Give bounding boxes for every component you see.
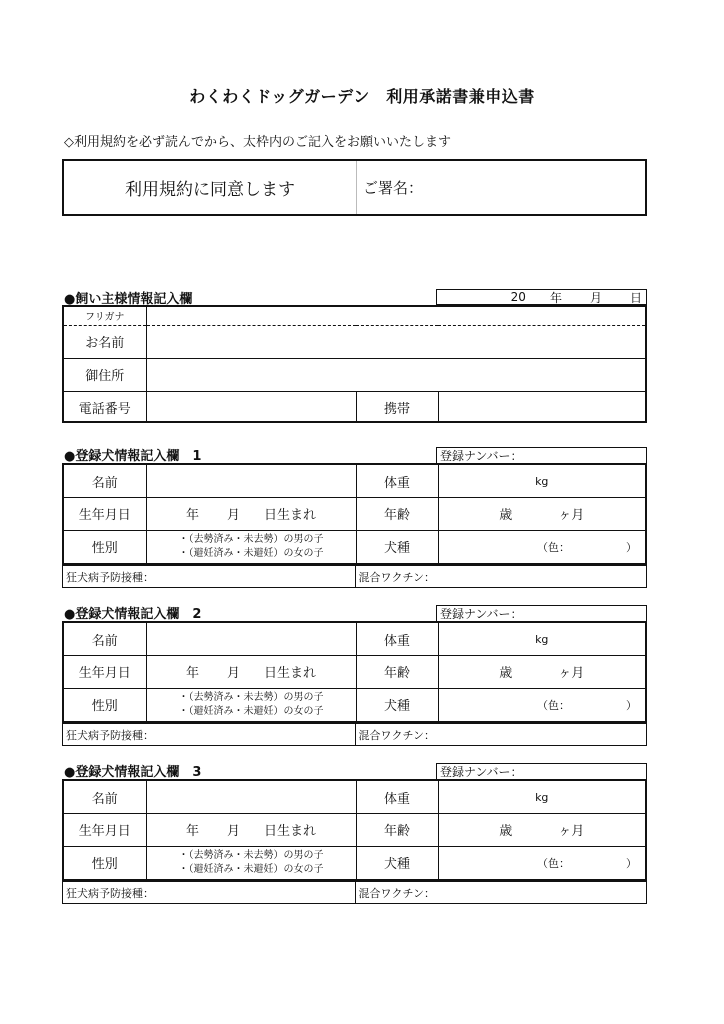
dog-name-label: 名前 [64, 623, 146, 656]
rabies-field[interactable] [63, 724, 355, 745]
dog-section-heading: ●登録犬情報記入欄 3 [64, 765, 202, 780]
weight-input[interactable] [438, 781, 645, 814]
birthdate-label: 生年月日 [64, 498, 146, 531]
age-years: 歳 [499, 508, 513, 524]
sex-female-option[interactable]: ・（避妊済み・未避妊）の女の子 [178, 863, 324, 875]
rabies-label: 狂犬病予防接種： [66, 570, 154, 584]
page-title: わくわくドッグガーデン 利用承諾書兼申込書 [189, 87, 535, 106]
weight-label: 体重 [356, 465, 438, 498]
sex-male-option[interactable]: ・（去勢済み・未去勢）の男の子 [178, 533, 324, 545]
mobile-input[interactable] [438, 391, 645, 423]
sex-label: 性別 [64, 688, 146, 721]
owner-section-heading: ●飼い主様情報記入欄 [64, 292, 193, 307]
furigana-label: フリガナ [64, 307, 146, 325]
breed-input[interactable] [438, 530, 645, 563]
signature-label: ご署名： [363, 179, 424, 197]
age-input[interactable] [438, 498, 645, 531]
age-years: 歳 [499, 824, 513, 840]
birthdate-input[interactable] [146, 656, 356, 689]
age-label: 年齢 [356, 498, 438, 531]
birth-day: 日生まれ [264, 508, 317, 524]
age-label: 年齢 [356, 814, 438, 847]
date-field[interactable] [436, 289, 647, 305]
registration-number-field[interactable] [436, 447, 647, 464]
phone-input[interactable] [146, 391, 356, 423]
mixed-vaccine-field[interactable] [355, 724, 646, 745]
vaccine-row [62, 565, 647, 588]
birth-day: 日生まれ [264, 824, 317, 840]
vaccine-row [62, 881, 647, 904]
color-open: （色： [537, 540, 570, 554]
name-label: お名前 [64, 325, 146, 358]
sex-label: 性別 [64, 530, 146, 563]
age-input[interactable] [438, 814, 645, 847]
birthdate-input[interactable] [146, 814, 356, 847]
rabies-label: 狂犬病予防接種： [66, 728, 154, 742]
date-prefix: 20 [510, 290, 526, 304]
weight-input[interactable] [438, 623, 645, 656]
dog-name-label: 名前 [64, 465, 146, 498]
weight-unit: kg [535, 632, 549, 646]
birth-year: 年 [185, 508, 199, 524]
color-close: ） [626, 856, 637, 870]
weight-unit: kg [535, 790, 549, 804]
breed-input[interactable] [438, 688, 645, 721]
breed-label: 犬種 [356, 846, 438, 879]
sex-male-option[interactable]: ・（去勢済み・未去勢）の男の子 [178, 691, 324, 703]
sex-options[interactable] [146, 688, 356, 721]
age-years: 歳 [499, 666, 513, 682]
rabies-label: 狂犬病予防接種： [66, 886, 154, 900]
birth-year: 年 [185, 666, 199, 682]
age-months: ヶ月 [558, 666, 585, 682]
color-close: ） [626, 540, 637, 554]
birthdate-label: 生年月日 [64, 814, 146, 847]
birth-year: 年 [185, 824, 199, 840]
owner-table [62, 305, 647, 423]
birthdate-input[interactable] [146, 498, 356, 531]
weight-unit: kg [535, 474, 549, 488]
weight-label: 体重 [356, 781, 438, 814]
dog-name-input[interactable] [146, 781, 356, 814]
dog-table [62, 621, 647, 723]
registration-number-field[interactable] [436, 763, 647, 780]
address-label: 御住所 [64, 358, 146, 391]
color-open: （色： [537, 856, 570, 870]
sex-male-option[interactable]: ・（去勢済み・未去勢）の男の子 [178, 849, 324, 861]
age-input[interactable] [438, 656, 645, 689]
sex-options[interactable] [146, 846, 356, 879]
birth-month: 月 [226, 824, 240, 840]
vaccine-row [62, 723, 647, 746]
birth-day: 日生まれ [264, 666, 317, 682]
age-months: ヶ月 [558, 824, 585, 840]
signature-field[interactable] [357, 161, 645, 214]
name-input[interactable] [146, 325, 645, 358]
dog-section-heading: ●登録犬情報記入欄 1 [64, 449, 202, 464]
instruction-text: ◇利用規約を必ず読んでから、太枠内のご記入をお願いいたします [64, 135, 451, 150]
mixed-vaccine-label: 混合ワクチン： [358, 886, 435, 900]
birth-month: 月 [226, 508, 240, 524]
dog-section-heading: ●登録犬情報記入欄 2 [64, 607, 202, 622]
color-open: （色： [537, 698, 570, 712]
sex-female-option[interactable]: ・（避妊済み・未避妊）の女の子 [178, 705, 324, 717]
dog-name-label: 名前 [64, 781, 146, 814]
mixed-vaccine-field[interactable] [355, 566, 646, 587]
address-input[interactable] [146, 358, 645, 391]
dog-table [62, 463, 647, 565]
mixed-vaccine-label: 混合ワクチン： [358, 570, 435, 584]
dog-table [62, 779, 647, 881]
breed-label: 犬種 [356, 688, 438, 721]
weight-label: 体重 [356, 623, 438, 656]
rabies-field[interactable] [63, 882, 355, 903]
dog-name-input[interactable] [146, 465, 356, 498]
sex-label: 性別 [64, 846, 146, 879]
registration-number-label: 登録ナンバー： [440, 765, 523, 779]
breed-input[interactable] [438, 846, 645, 879]
weight-input[interactable] [438, 465, 645, 498]
color-close: ） [626, 698, 637, 712]
agreement-box [62, 159, 647, 216]
rabies-field[interactable] [63, 566, 355, 587]
registration-number-label: 登録ナンバー： [440, 607, 523, 621]
birthdate-label: 生年月日 [64, 656, 146, 689]
age-label: 年齢 [356, 656, 438, 689]
furigana-input[interactable] [146, 307, 645, 325]
birth-month: 月 [226, 666, 240, 682]
date-month: 月 [589, 290, 602, 305]
date-day: 日 [629, 290, 642, 305]
phone-label: 電話番号 [64, 391, 146, 423]
sex-options[interactable] [146, 530, 356, 563]
sex-female-option[interactable]: ・（避妊済み・未避妊）の女の子 [178, 547, 324, 559]
registration-number-field[interactable] [436, 605, 647, 622]
agree-text: 利用規約に同意します [64, 161, 357, 214]
mixed-vaccine-field[interactable] [355, 882, 646, 903]
registration-number-label: 登録ナンバー： [440, 449, 523, 463]
mixed-vaccine-label: 混合ワクチン： [358, 728, 435, 742]
date-year: 年 [549, 290, 562, 305]
mobile-label: 携帯 [356, 391, 438, 423]
age-months: ヶ月 [558, 508, 585, 524]
dog-name-input[interactable] [146, 623, 356, 656]
breed-label: 犬種 [356, 530, 438, 563]
